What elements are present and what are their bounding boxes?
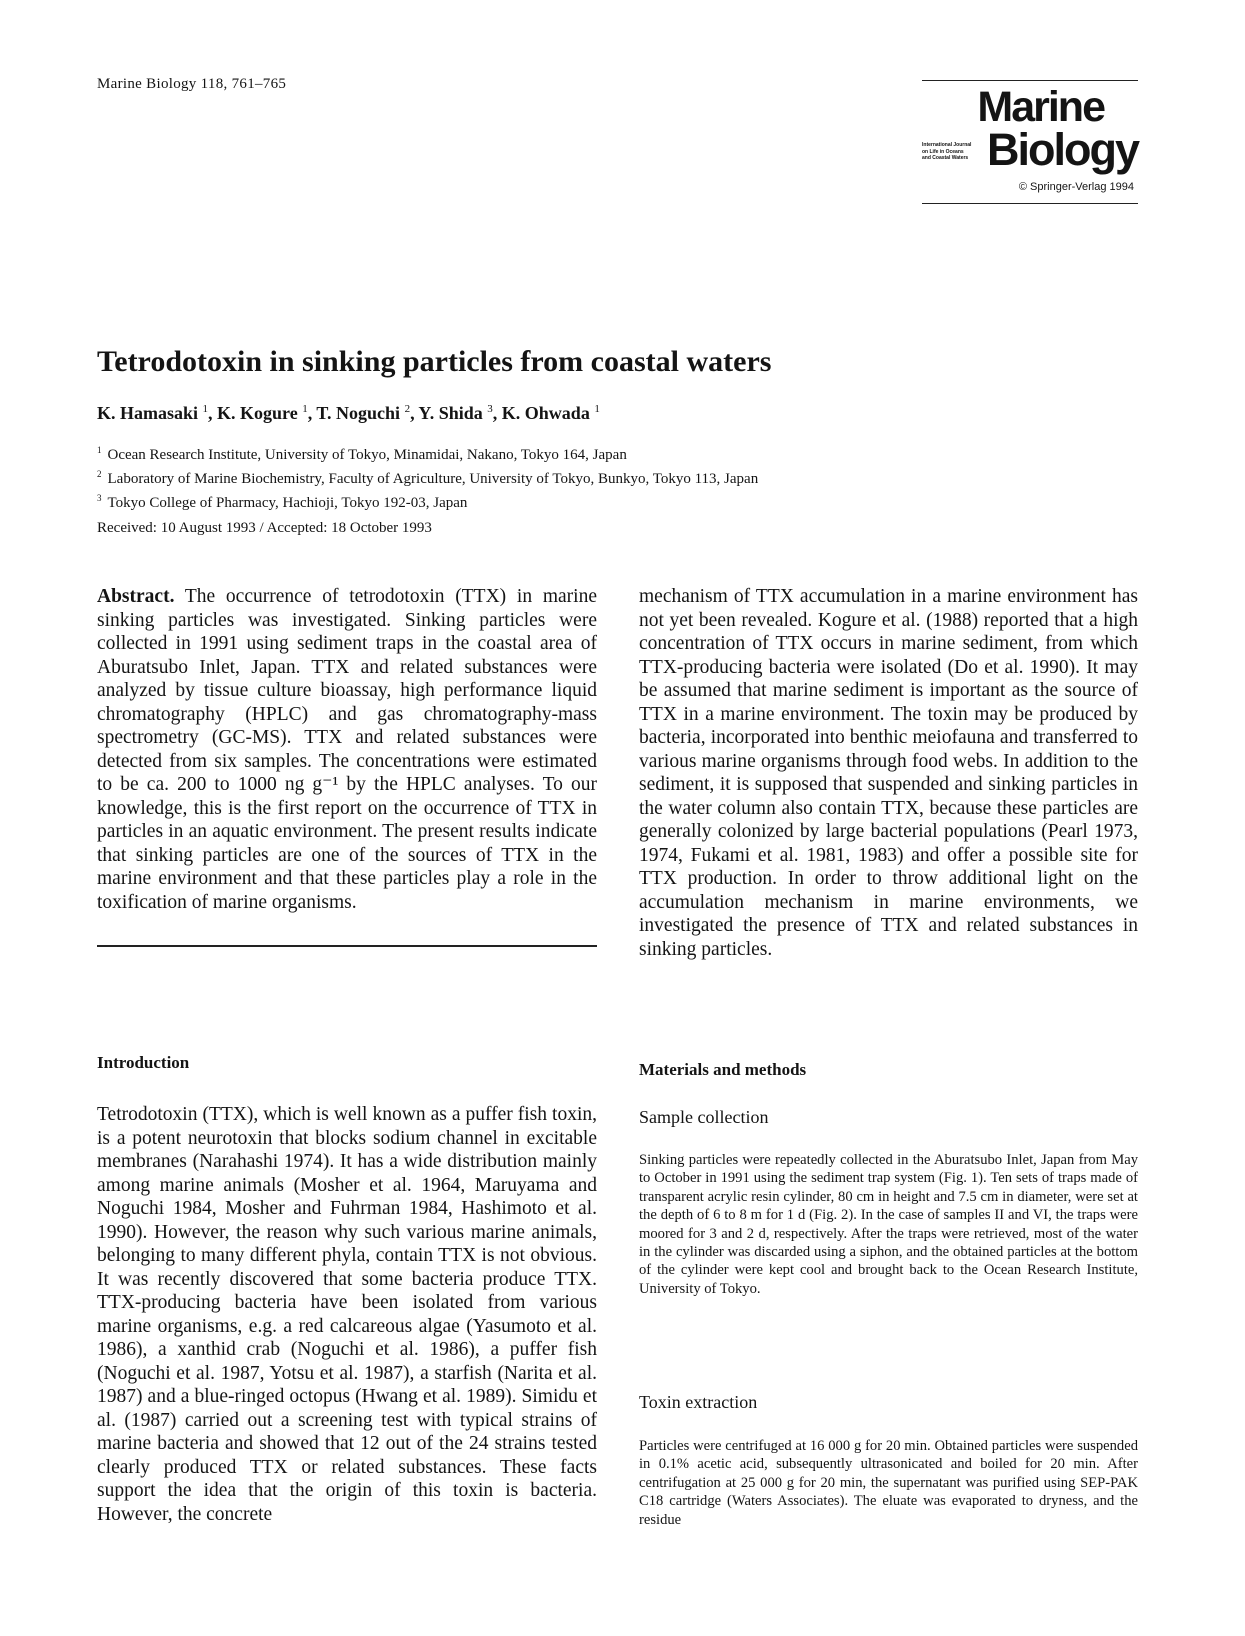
logo-word-marine: Marine: [977, 83, 1104, 131]
affiliation-3: $^3$ Tokyo College of Pharmacy, Hachioji, Tokyo 192-03, Japan: [97, 493, 468, 511]
journal-reference: Marine Biology 118, 761–765: [97, 76, 287, 92]
methods-heading: Materials and methods: [639, 1060, 807, 1079]
abstract-text: The occurrence of tetrodotoxin (TTX) in marine sinking particles was investigated. Sinking particles were collected in 1991 using sediment traps in the coastal area of Aburatsubo Inlet, Japan. TTX and related substances were analyzed by tissue culture bioassay, high performance liquid chromatography (HPLC) and gas chromatography-mass spectrometry (GC-MS). TTX and related substances were detected from six samples. The concentrations were estimated to be ca. 200 to 1000 ng g⁻¹ by the HPLC analyses. To our knowledge, this is the first report on the occurrence of TTX in particles in an aquatic environment. The present results indicate that sinking particles are one of the sources of TTX in the marine environment and that these particles play a role in the toxification of marine organisms.: [97, 586, 597, 913]
introduction-heading: Introduction: [97, 1053, 190, 1072]
article-title: Tetrodotoxin in sinking particles from coastal waters: [97, 345, 772, 378]
sample-collection-text: Sinking particles were repeatedly collected in the Aburatsubo Inlet, Japan from May to October in 1991 using the sediment trap system (Fig. 1). Ten sets of traps made of transparent acrylic resin cylinder, 80 cm in height and 7.5 cm in diameter, were set at the depth of 6 to 8 m for 1 d (Fig. 2). In the case of samples II and VI, the traps were moored for 3 and 2 d, respectively. After the traps were retrieved, most of the water in the cylinder was discarded using a siphon, and the obtained particles at the bottom of the cylinder were kept cool and brought back to the Ocean Research Institute, University of Tokyo.: [639, 1152, 1138, 1297]
received-dates: Received: 10 August 1993 / Accepted: 18 October 1993: [97, 520, 432, 536]
logo-word-biology: Biology: [987, 124, 1138, 175]
logo-subtitle: International Journal on Life in Oceans and Coastal Waters: [922, 142, 972, 161]
author-name: K. Kogure: [217, 403, 298, 423]
abstract: [97, 585, 597, 914]
author-name: Y. Shida: [418, 403, 483, 423]
toxin-extraction-text: Particles were centrifuged at 16 000 g for 20 min. Obtained particles were suspended in 0.1% acetic acid, subsequently ultrasonicated and boiled for 20 min. After centrifugation at 25 000 g for 20 min, the supernatant was purified using SEP-PAK C18 cartridge (Waters Associates). The eluate was evaporated to dryness, and the residue: [639, 1438, 1138, 1528]
intro-continued: [639, 585, 1138, 961]
copyright: © Springer-Verlag 1994: [1018, 181, 1134, 193]
abstract-divider: [97, 945, 597, 947]
affiliation-1: $^1$ Ocean Research Institute, University of Tokyo, Minamidai, Nakano, Tokyo 164, Japan: [97, 445, 627, 463]
logo-bottom-rule: [922, 203, 1138, 204]
author-name: K. Ohwada: [501, 403, 590, 423]
journal-logo: [922, 80, 1138, 206]
intro-continued-text: mechanism of TTX accumulation in a marine environment has not yet been revealed. Kogure et al. (1988) reported that a high concentration of TTX occurs in marine sediment, from which TTX-producing bacteria were isolated (Do et al. 1990). It may be assumed that marine sediment is important as the source of TTX in a marine environment. The toxin may be produced by bacteria, incorporated into benthic meiofauna and transferred to various marine organisms through food webs. In addition to the sediment, it is supposed that suspended and sinking particles in the water column also contain TTX, because these particles are generally colonized by large bacterial populations (Pearl 1973, 1974, Fukami et al. 1981, 1983) and offer a possible site for TTX production. In order to throw additional light on the accumulation mechanism in marine environments, we investigated the presence of TTX and related substances in sinking particles.: [639, 586, 1138, 960]
affiliations: [97, 441, 758, 513]
toxin-extraction-body: [639, 1437, 1138, 1529]
sample-collection-heading: Sample collection: [639, 1107, 769, 1127]
logo-top-rule: [922, 80, 1138, 81]
introduction-text: Tetrodotoxin (TTX), which is well known as a puffer fish toxin, is a potent neurotoxin that blocks sodium channel in excitable membranes (Narahashi 1974). It has a wide distribution mainly among marine animals (Mosher et al. 1964, Maruyama and Noguchi 1984, Mosher and Fuhrman 1984, Hashimoto et al. 1990). However, the reason why such various marine animals, belonging to many different phyla, contain TTX is not obvious. It was recently discovered that some bacteria produce TTX. TTX-producing bacteria have been isolated from various marine organisms, e.g. a red calcareous algae (Yasumoto et al. 1986), a xanthid crab (Noguchi et al. 1986), a puffer fish (Noguchi et al. 1987, Yotsu et al. 1987), a starfish (Narita et al. 1987) and a blue-ringed octopus (Hwang et al. 1989). Simidu et al. (1987) carried out a screening test with typical strains of marine bacteria and showed that 12 out of the 24 strains tested clearly produced TTX or related substances. These facts support the idea that the origin of this toxin is bacteria. However, the concrete: [97, 1104, 597, 1525]
author-name: K. Hamasaki: [97, 403, 199, 423]
abstract-label: Abstract.: [97, 586, 175, 607]
author-name: T. Noguchi: [316, 403, 401, 423]
author-list: K. Hamasaki $^1$, K. Kogure $^1$, T. Noguchi $^2$, Y. Shida $^3$, K. Ohwada $^1$: [97, 403, 600, 423]
sample-collection-body: [639, 1151, 1138, 1298]
toxin-extraction-heading: Toxin extraction: [639, 1392, 758, 1412]
affiliation-2: $^2$ Laboratory of Marine Biochemistry, Faculty of Agriculture, University of Tokyo, Bunkyo, Tokyo 113, Japan: [97, 469, 759, 487]
introduction-body: [97, 1103, 597, 1526]
